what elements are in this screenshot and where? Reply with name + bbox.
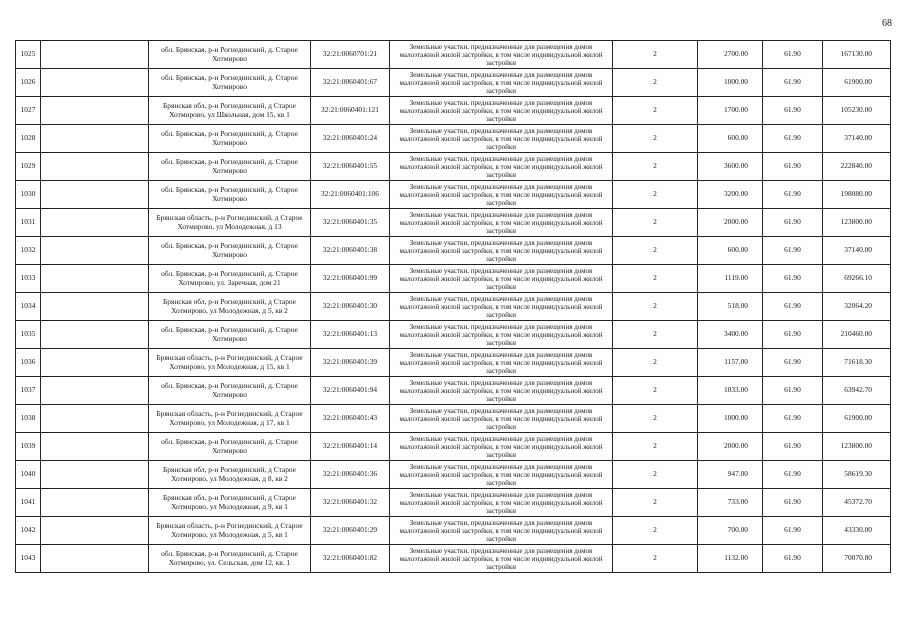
- rate-cell: 61.90: [763, 41, 823, 69]
- cost-cell: 123800.00: [823, 433, 891, 461]
- cost-cell: 71618.30: [823, 349, 891, 377]
- cost-cell: 37140.00: [823, 237, 891, 265]
- category-cell: 2: [613, 209, 698, 237]
- blank-cell: [41, 125, 149, 153]
- area-cell: 1033.00: [698, 377, 763, 405]
- permitted-use: Земельные участки, предназначенные для размещения домов малоэтажной жилой застройки, в том числе индивидуальной жилой застройки: [390, 153, 613, 181]
- category-cell: 2: [613, 237, 698, 265]
- row-number: 1029: [16, 153, 41, 181]
- address-cell: Брянская обл, р-н Рогнединский, д Старое Хотмирово, ул Молодежная, д 9, кв 1: [149, 489, 311, 517]
- table-row: [16, 405, 891, 433]
- row-number: 1034: [16, 293, 41, 321]
- permitted-use: Земельные участки, предназначенные для размещения домов малоэтажной жилой застройки, в том числе индивидуальной жилой застройки: [390, 293, 613, 321]
- category-cell: 2: [613, 41, 698, 69]
- table-row: [16, 181, 891, 209]
- rate-cell: 61.90: [763, 405, 823, 433]
- area-cell: 518.00: [698, 293, 763, 321]
- cost-cell: 32064.20: [823, 293, 891, 321]
- area-cell: 733.00: [698, 489, 763, 517]
- area-cell: 947.00: [698, 461, 763, 489]
- address-cell: обл. Брянская, р-н Рогнединский, д. Старое Хотмирово, ул. Заречная, дом 21: [149, 265, 311, 293]
- rate-cell: 61.90: [763, 153, 823, 181]
- table-row: [16, 377, 891, 405]
- rate-cell: 61.90: [763, 377, 823, 405]
- blank-cell: [41, 517, 149, 545]
- cadastral-number: 32:21:0060401:43: [311, 405, 390, 433]
- blank-cell: [41, 349, 149, 377]
- row-number: 1028: [16, 125, 41, 153]
- rate-cell: 61.90: [763, 181, 823, 209]
- cost-cell: 222840.00: [823, 153, 891, 181]
- rate-cell: 61.90: [763, 97, 823, 125]
- row-number: 1033: [16, 265, 41, 293]
- cost-cell: 61900.00: [823, 69, 891, 97]
- permitted-use: Земельные участки, предназначенные для размещения домов малоэтажной жилой застройки, в том числе индивидуальной жилой застройки: [390, 125, 613, 153]
- cadastral-number: 32:21:0060401:82: [311, 545, 390, 573]
- cost-cell: 69266.10: [823, 265, 891, 293]
- rate-cell: 61.90: [763, 545, 823, 573]
- cadastral-number: 32:21:0060401:121: [311, 97, 390, 125]
- category-cell: 2: [613, 153, 698, 181]
- cost-cell: 198080.00: [823, 181, 891, 209]
- cadastral-number: 32:21:0060401:24: [311, 125, 390, 153]
- blank-cell: [41, 181, 149, 209]
- blank-cell: [41, 433, 149, 461]
- table-row: [16, 433, 891, 461]
- permitted-use: Земельные участки, предназначенные для размещения домов малоэтажной жилой застройки, в том числе индивидуальной жилой застройки: [390, 377, 613, 405]
- category-cell: 2: [613, 69, 698, 97]
- permitted-use: Земельные участки, предназначенные для размещения домов малоэтажной жилой застройки, в том числе индивидуальной жилой застройки: [390, 405, 613, 433]
- area-cell: 1157.00: [698, 349, 763, 377]
- table-row: [16, 461, 891, 489]
- table-row: [16, 545, 891, 573]
- address-cell: Брянская обл, р-н Рогнединский, д Старое Хотмирово, ул Молодежная, д 5, кв 2: [149, 293, 311, 321]
- cadastral-number: 32:21:0060401:36: [311, 461, 390, 489]
- table-row: [16, 69, 891, 97]
- rate-cell: 61.90: [763, 293, 823, 321]
- address-cell: Брянская область, р-н Рогнединский, д Старое Хотмирово, ул Молодежная, д 17, кв 1: [149, 405, 311, 433]
- cost-cell: 63942.70: [823, 377, 891, 405]
- cadastral-number: 32:21:0060401:29: [311, 517, 390, 545]
- row-number: 1039: [16, 433, 41, 461]
- category-cell: 2: [613, 321, 698, 349]
- table-row: [16, 489, 891, 517]
- cost-cell: 105230.00: [823, 97, 891, 125]
- cost-cell: 37140.00: [823, 125, 891, 153]
- cadastral-number: 32:21:0060401:39: [311, 349, 390, 377]
- address-cell: Брянская обл, р-н Рогнединский, д Старое Хотмирово, ул Молодежная, д 8, кв 2: [149, 461, 311, 489]
- category-cell: 2: [613, 97, 698, 125]
- permitted-use: Земельные участки, предназначенные для размещения домов малоэтажной жилой застройки, в том числе индивидуальной жилой застройки: [390, 433, 613, 461]
- address-cell: Брянская область, р-н Рогнединский, д Старое Хотмирово, ул Молодежная, д 5, кв 1: [149, 517, 311, 545]
- table-row: [16, 209, 891, 237]
- address-cell: обл. Брянская, р-н Рогнединский, д. Старое Хотмирово: [149, 69, 311, 97]
- area-cell: 2000.00: [698, 433, 763, 461]
- address-cell: обл. Брянская, р-н Рогнединский, д. Старое Хотмирово: [149, 237, 311, 265]
- address-cell: обл. Брянская, р-н Рогнединский, д. Старое Хотмирово, ул. Сельская, дом 12, кв. 1: [149, 545, 311, 573]
- cadastral-number: 32:21:0060401:99: [311, 265, 390, 293]
- cost-cell: 58619.30: [823, 461, 891, 489]
- row-number: 1031: [16, 209, 41, 237]
- area-cell: 2700.00: [698, 41, 763, 69]
- row-number: 1027: [16, 97, 41, 125]
- permitted-use: Земельные участки, предназначенные для размещения домов малоэтажной жилой застройки, в том числе индивидуальной жилой застройки: [390, 97, 613, 125]
- rate-cell: 61.90: [763, 209, 823, 237]
- row-number: 1038: [16, 405, 41, 433]
- page-number: 68: [882, 18, 892, 29]
- cadastral-number: 32:21:0060701:21: [311, 41, 390, 69]
- rate-cell: 61.90: [763, 265, 823, 293]
- table-row: [16, 265, 891, 293]
- address-cell: обл. Брянская, р-н Рогнединский, д. Старое Хотмирово: [149, 181, 311, 209]
- category-cell: 2: [613, 545, 698, 573]
- area-cell: 600.00: [698, 125, 763, 153]
- row-number: 1037: [16, 377, 41, 405]
- address-cell: Брянская обл, р-н Рогнединский, д Старое Хотмирово, ул Школьная, дом 15, кв 1: [149, 97, 311, 125]
- permitted-use: Земельные участки, предназначенные для размещения домов малоэтажной жилой застройки, в том числе индивидуальной жилой застройки: [390, 209, 613, 237]
- permitted-use: Земельные участки, предназначенные для размещения домов малоэтажной жилой застройки, в том числе индивидуальной жилой застройки: [390, 349, 613, 377]
- cost-cell: 210460.00: [823, 321, 891, 349]
- rate-cell: 61.90: [763, 321, 823, 349]
- address-cell: Брянская область, р-н Рогнединский, д Старое Хотмирово, ул Молодежная, д 15, кв 1: [149, 349, 311, 377]
- table-row: [16, 293, 891, 321]
- blank-cell: [41, 405, 149, 433]
- rate-cell: 61.90: [763, 349, 823, 377]
- registry-body: [16, 41, 891, 573]
- blank-cell: [41, 377, 149, 405]
- address-cell: обл. Брянская, р-н Рогнединский, д. Старое Хотмирово: [149, 433, 311, 461]
- category-cell: 2: [613, 377, 698, 405]
- category-cell: 2: [613, 293, 698, 321]
- table-row: [16, 153, 891, 181]
- area-cell: 1000.00: [698, 69, 763, 97]
- permitted-use: Земельные участки, предназначенные для размещения домов малоэтажной жилой застройки, в том числе индивидуальной жилой застройки: [390, 461, 613, 489]
- row-number: 1040: [16, 461, 41, 489]
- area-cell: 1132.00: [698, 545, 763, 573]
- cost-cell: 43330.00: [823, 517, 891, 545]
- permitted-use: Земельные участки, предназначенные для размещения домов малоэтажной жилой застройки, в том числе индивидуальной жилой застройки: [390, 545, 613, 573]
- row-number: 1043: [16, 545, 41, 573]
- cadastral-number: 32:21:0060401:30: [311, 293, 390, 321]
- cost-cell: 167130.00: [823, 41, 891, 69]
- row-number: 1035: [16, 321, 41, 349]
- row-number: 1036: [16, 349, 41, 377]
- permitted-use: Земельные участки, предназначенные для размещения домов малоэтажной жилой застройки, в том числе индивидуальной жилой застройки: [390, 321, 613, 349]
- row-number: 1042: [16, 517, 41, 545]
- category-cell: 2: [613, 349, 698, 377]
- address-cell: обл. Брянская, р-н Рогнединский, д. Старое Хотмирово: [149, 377, 311, 405]
- blank-cell: [41, 41, 149, 69]
- blank-cell: [41, 321, 149, 349]
- address-cell: обл. Брянская, р-н Рогнединский, д. Старое Хотмирово: [149, 41, 311, 69]
- cadastral-number: 32:21:0060401:94: [311, 377, 390, 405]
- area-cell: 1700.00: [698, 97, 763, 125]
- row-number: 1025: [16, 41, 41, 69]
- row-number: 1041: [16, 489, 41, 517]
- rate-cell: 61.90: [763, 125, 823, 153]
- cadastral-number: 32:21:0060401:67: [311, 69, 390, 97]
- table-row: [16, 97, 891, 125]
- table-row: [16, 349, 891, 377]
- blank-cell: [41, 97, 149, 125]
- table-row: [16, 41, 891, 69]
- category-cell: 2: [613, 489, 698, 517]
- table-row: [16, 517, 891, 545]
- area-cell: 3400.00: [698, 321, 763, 349]
- blank-cell: [41, 461, 149, 489]
- land-registry-table: [15, 40, 891, 573]
- blank-cell: [41, 69, 149, 97]
- rate-cell: 61.90: [763, 433, 823, 461]
- rate-cell: 61.90: [763, 489, 823, 517]
- cadastral-number: 32:21:0060401:35: [311, 209, 390, 237]
- blank-cell: [41, 293, 149, 321]
- rate-cell: 61.90: [763, 237, 823, 265]
- category-cell: 2: [613, 461, 698, 489]
- address-cell: обл. Брянская, р-н Рогнединский, д. Старое Хотмирово: [149, 153, 311, 181]
- category-cell: 2: [613, 181, 698, 209]
- area-cell: 2000.00: [698, 209, 763, 237]
- area-cell: 3600.00: [698, 153, 763, 181]
- address-cell: обл. Брянская, р-н Рогнединский, д. Старое Хотмирово: [149, 125, 311, 153]
- blank-cell: [41, 489, 149, 517]
- blank-cell: [41, 153, 149, 181]
- permitted-use: Земельные участки, предназначенные для размещения домов малоэтажной жилой застройки, в том числе индивидуальной жилой застройки: [390, 265, 613, 293]
- rate-cell: 61.90: [763, 517, 823, 545]
- area-cell: 3200.00: [698, 181, 763, 209]
- row-number: 1032: [16, 237, 41, 265]
- cadastral-number: 32:21:0060401:14: [311, 433, 390, 461]
- address-cell: Брянская область, р-н Рогнединский, д Старое Хотмирово, ул Молодежная, д 13: [149, 209, 311, 237]
- area-cell: 1000.00: [698, 405, 763, 433]
- category-cell: 2: [613, 405, 698, 433]
- cadastral-number: 32:21:0060401:13: [311, 321, 390, 349]
- row-number: 1030: [16, 181, 41, 209]
- permitted-use: Земельные участки, предназначенные для размещения домов малоэтажной жилой застройки, в том числе индивидуальной жилой застройки: [390, 69, 613, 97]
- table-row: [16, 237, 891, 265]
- cost-cell: 45372.70: [823, 489, 891, 517]
- cost-cell: 123800.00: [823, 209, 891, 237]
- rate-cell: 61.90: [763, 461, 823, 489]
- table-row: [16, 125, 891, 153]
- permitted-use: Земельные участки, предназначенные для размещения домов малоэтажной жилой застройки, в том числе индивидуальной жилой застройки: [390, 237, 613, 265]
- blank-cell: [41, 237, 149, 265]
- category-cell: 2: [613, 517, 698, 545]
- row-number: 1026: [16, 69, 41, 97]
- blank-cell: [41, 209, 149, 237]
- rate-cell: 61.90: [763, 69, 823, 97]
- blank-cell: [41, 265, 149, 293]
- category-cell: 2: [613, 265, 698, 293]
- blank-cell: [41, 545, 149, 573]
- cadastral-number: 32:21:0060401:106: [311, 181, 390, 209]
- permitted-use: Земельные участки, предназначенные для размещения домов малоэтажной жилой застройки, в том числе индивидуальной жилой застройки: [390, 41, 613, 69]
- permitted-use: Земельные участки, предназначенные для размещения домов малоэтажной жилой застройки, в том числе индивидуальной жилой застройки: [390, 181, 613, 209]
- table-row: [16, 321, 891, 349]
- permitted-use: Земельные участки, предназначенные для размещения домов малоэтажной жилой застройки, в том числе индивидуальной жилой застройки: [390, 517, 613, 545]
- cadastral-number: 32:21:0060401:55: [311, 153, 390, 181]
- area-cell: 600.00: [698, 237, 763, 265]
- cadastral-number: 32:21:0060401:32: [311, 489, 390, 517]
- category-cell: 2: [613, 433, 698, 461]
- area-cell: 700.00: [698, 517, 763, 545]
- cost-cell: 61900.00: [823, 405, 891, 433]
- address-cell: обл. Брянская, р-н Рогнединский, д. Старое Хотмирово: [149, 321, 311, 349]
- cadastral-number: 32:21:0060401:38: [311, 237, 390, 265]
- permitted-use: Земельные участки, предназначенные для размещения домов малоэтажной жилой застройки, в том числе индивидуальной жилой застройки: [390, 489, 613, 517]
- category-cell: 2: [613, 125, 698, 153]
- area-cell: 1119.00: [698, 265, 763, 293]
- cost-cell: 70070.80: [823, 545, 891, 573]
